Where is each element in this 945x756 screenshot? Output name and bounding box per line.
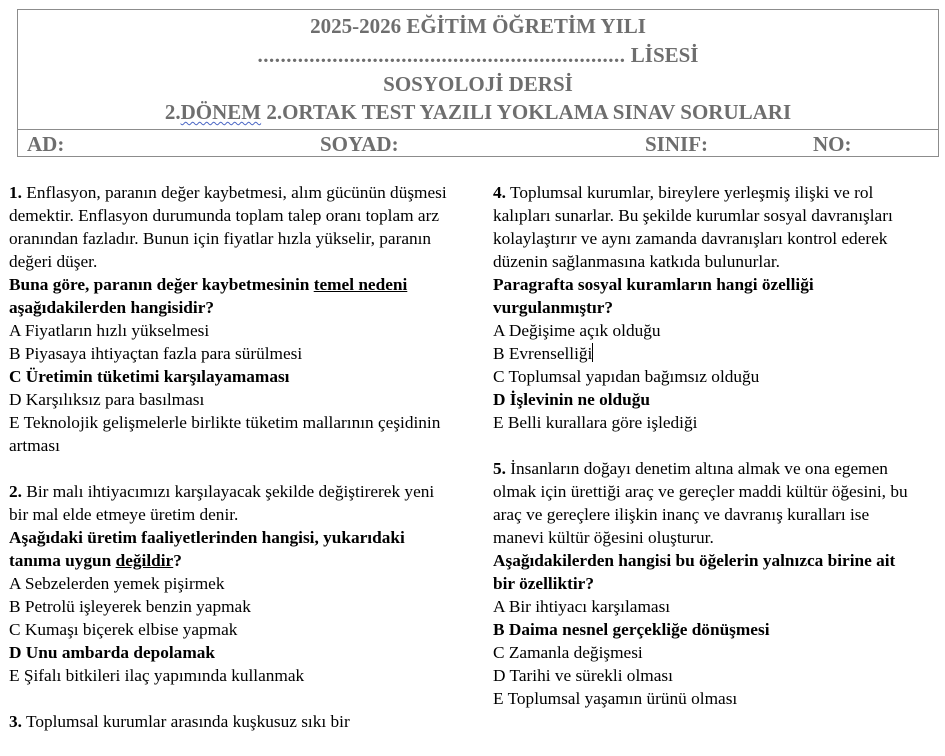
- q1-stem: [9, 273, 449, 319]
- q2-passage: [9, 480, 449, 526]
- q4-option-c: C Toplumsal yapıdan bağımsız olduğu: [493, 367, 760, 386]
- field-soyad[interactable]: SOYAD:: [320, 132, 399, 156]
- academic-year-title: 2025-2026 EĞİTİM ÖĞRETİM YILI: [310, 14, 646, 38]
- exam-title-prefix: 2.: [164, 100, 181, 124]
- q1-text: Enflasyon, paranın değer kaybetmesi, alım gücünün düşmesi demektir. Enflasyon durumunda toplam talep oranı toplam arz oranından fazladır. Bunun için fiyatlar hızla yükselir, paranın değeri düşer.: [9, 183, 447, 271]
- exam-title-rest: 2.ORTAK TEST YAZILI YOKLAMA SINAV SORULARI: [261, 100, 792, 124]
- q2-stem-a: Aşağıdaki üretim faaliyetlerinden hangisi, yukarıdaki tanıma uygun: [9, 528, 405, 570]
- exam-header: [17, 9, 939, 157]
- q5-option-c: C Zamanla değişmesi: [493, 643, 643, 662]
- field-ad[interactable]: AD:: [27, 132, 65, 156]
- q2-stem: [9, 526, 449, 572]
- q1-stem-a: Buna göre, paranın değer kaybetmesinin: [9, 275, 314, 294]
- school-name-blank[interactable]: ................................................................: [257, 43, 626, 67]
- q5-text: İnsanların doğayı denetim altına almak ve ona egemen olmak için ürettiği araç ve gereçler maddi kültür öğesini, bu araç ve gereçlere ilişkin inanç ve davranış kuralları ise manevi kültür öğesini oluşturur.: [493, 459, 908, 547]
- q2-option-b: B Petrolü işleyerek benzin yapmak: [9, 597, 251, 616]
- q2-option-a: A Sebzelerden yemek pişirmek: [9, 574, 225, 593]
- q1-option-c: C Üretimin tüketimi karşılayamaması: [9, 367, 290, 386]
- q4-text: Toplumsal kurumlar, bireylere yerleşmiş ilişki ve rol kalıpları sunarlar. Bu şekilde kurumlar sosyal davranışları kolaylaştırır ve aynı zamanda davranışları kontrol ederek düzenin sağlanmasına katkıda bulunurlar.: [493, 183, 893, 271]
- q2-stem-b: ?: [173, 551, 182, 570]
- student-info-row: [18, 129, 938, 157]
- q1-passage: [9, 181, 449, 273]
- q2-text: Bir malı ihtiyacımızı karşılayacak şekilde değiştirerek yeni bir mal elde etmeye üretim denir.: [9, 482, 435, 524]
- school-suffix: LİSESİ: [625, 43, 699, 67]
- q1-option-a: A Fiyatların hızlı yükselmesi: [9, 321, 210, 340]
- right-column: [493, 181, 918, 710]
- q2-option-e: E Şifalı bitkileri ilaç yapımında kullanmak: [9, 666, 305, 685]
- question-3: [9, 710, 449, 733]
- school-name-line: [18, 43, 938, 67]
- q1-option-e: E Teknolojik gelişmelerle birlikte tüketim mallarının çeşidinin artması: [9, 413, 441, 455]
- q4-option-e: E Belli kurallara göre işlediği: [493, 413, 698, 432]
- field-sinif[interactable]: SINIF:: [645, 132, 709, 156]
- q4-option-d: D İşlevinin ne olduğu: [493, 390, 651, 409]
- q5-option-e: E Toplumsal yaşamın ürünü olması: [493, 689, 738, 708]
- question-1: [9, 181, 449, 457]
- q5-stem: Aşağıdakilerden hangisi bu öğelerin yalnızca birine ait bir özelliktir?: [493, 551, 896, 593]
- q2-number: 2.: [9, 482, 22, 501]
- question-2: [9, 480, 449, 687]
- q2-option-c: C Kumaşı biçerek elbise yapmak: [9, 620, 238, 639]
- course-title: SOSYOLOJİ DERSİ: [383, 72, 573, 96]
- field-no[interactable]: NO:: [813, 132, 852, 156]
- q4-passage: [493, 181, 918, 273]
- text-cursor: [592, 343, 593, 362]
- exam-title-term: DÖNEM: [180, 100, 262, 124]
- q4-option-b: B Evrenselliği: [493, 344, 593, 363]
- q2-stem-underlined: değildir: [115, 551, 174, 570]
- q4-option-b-line[interactable]: [493, 342, 918, 365]
- q3-passage: [9, 710, 449, 733]
- left-column: [9, 181, 449, 733]
- q1-option-d: D Karşılıksız para basılması: [9, 390, 205, 409]
- q5-number: 5.: [493, 459, 506, 478]
- q4-option-a: A Değişime açık olduğu: [493, 321, 661, 340]
- q5-option-a: A Bir ihtiyacı karşılaması: [493, 597, 671, 616]
- question-4: [493, 181, 918, 434]
- q5-option-d: D Tarihi ve sürekli olması: [493, 666, 673, 685]
- q4-number: 4.: [493, 183, 506, 202]
- q2-option-d: D Unu ambarda depolamak: [9, 643, 215, 662]
- q5-passage: [493, 457, 918, 549]
- q1-option-b: B Piyasaya ihtiyaçtan fazla para sürülmesi: [9, 344, 303, 363]
- q5-option-b: B Daima nesnel gerçekliğe dönüşmesi: [493, 620, 770, 639]
- question-5: [493, 457, 918, 710]
- exam-title: [18, 100, 938, 124]
- q3-text: Toplumsal kurumlar arasında kuşkusuz sıkı bir: [21, 712, 350, 731]
- q1-stem-b: aşağıdakilerden hangisidir?: [9, 298, 215, 317]
- q1-number: 1.: [9, 183, 22, 202]
- q3-number: 3.: [9, 712, 22, 731]
- q4-stem: Paragrafta sosyal kuramların hangi özelliği vurgulanmıştır?: [493, 275, 814, 317]
- q1-stem-underlined: temel nedeni: [313, 275, 408, 294]
